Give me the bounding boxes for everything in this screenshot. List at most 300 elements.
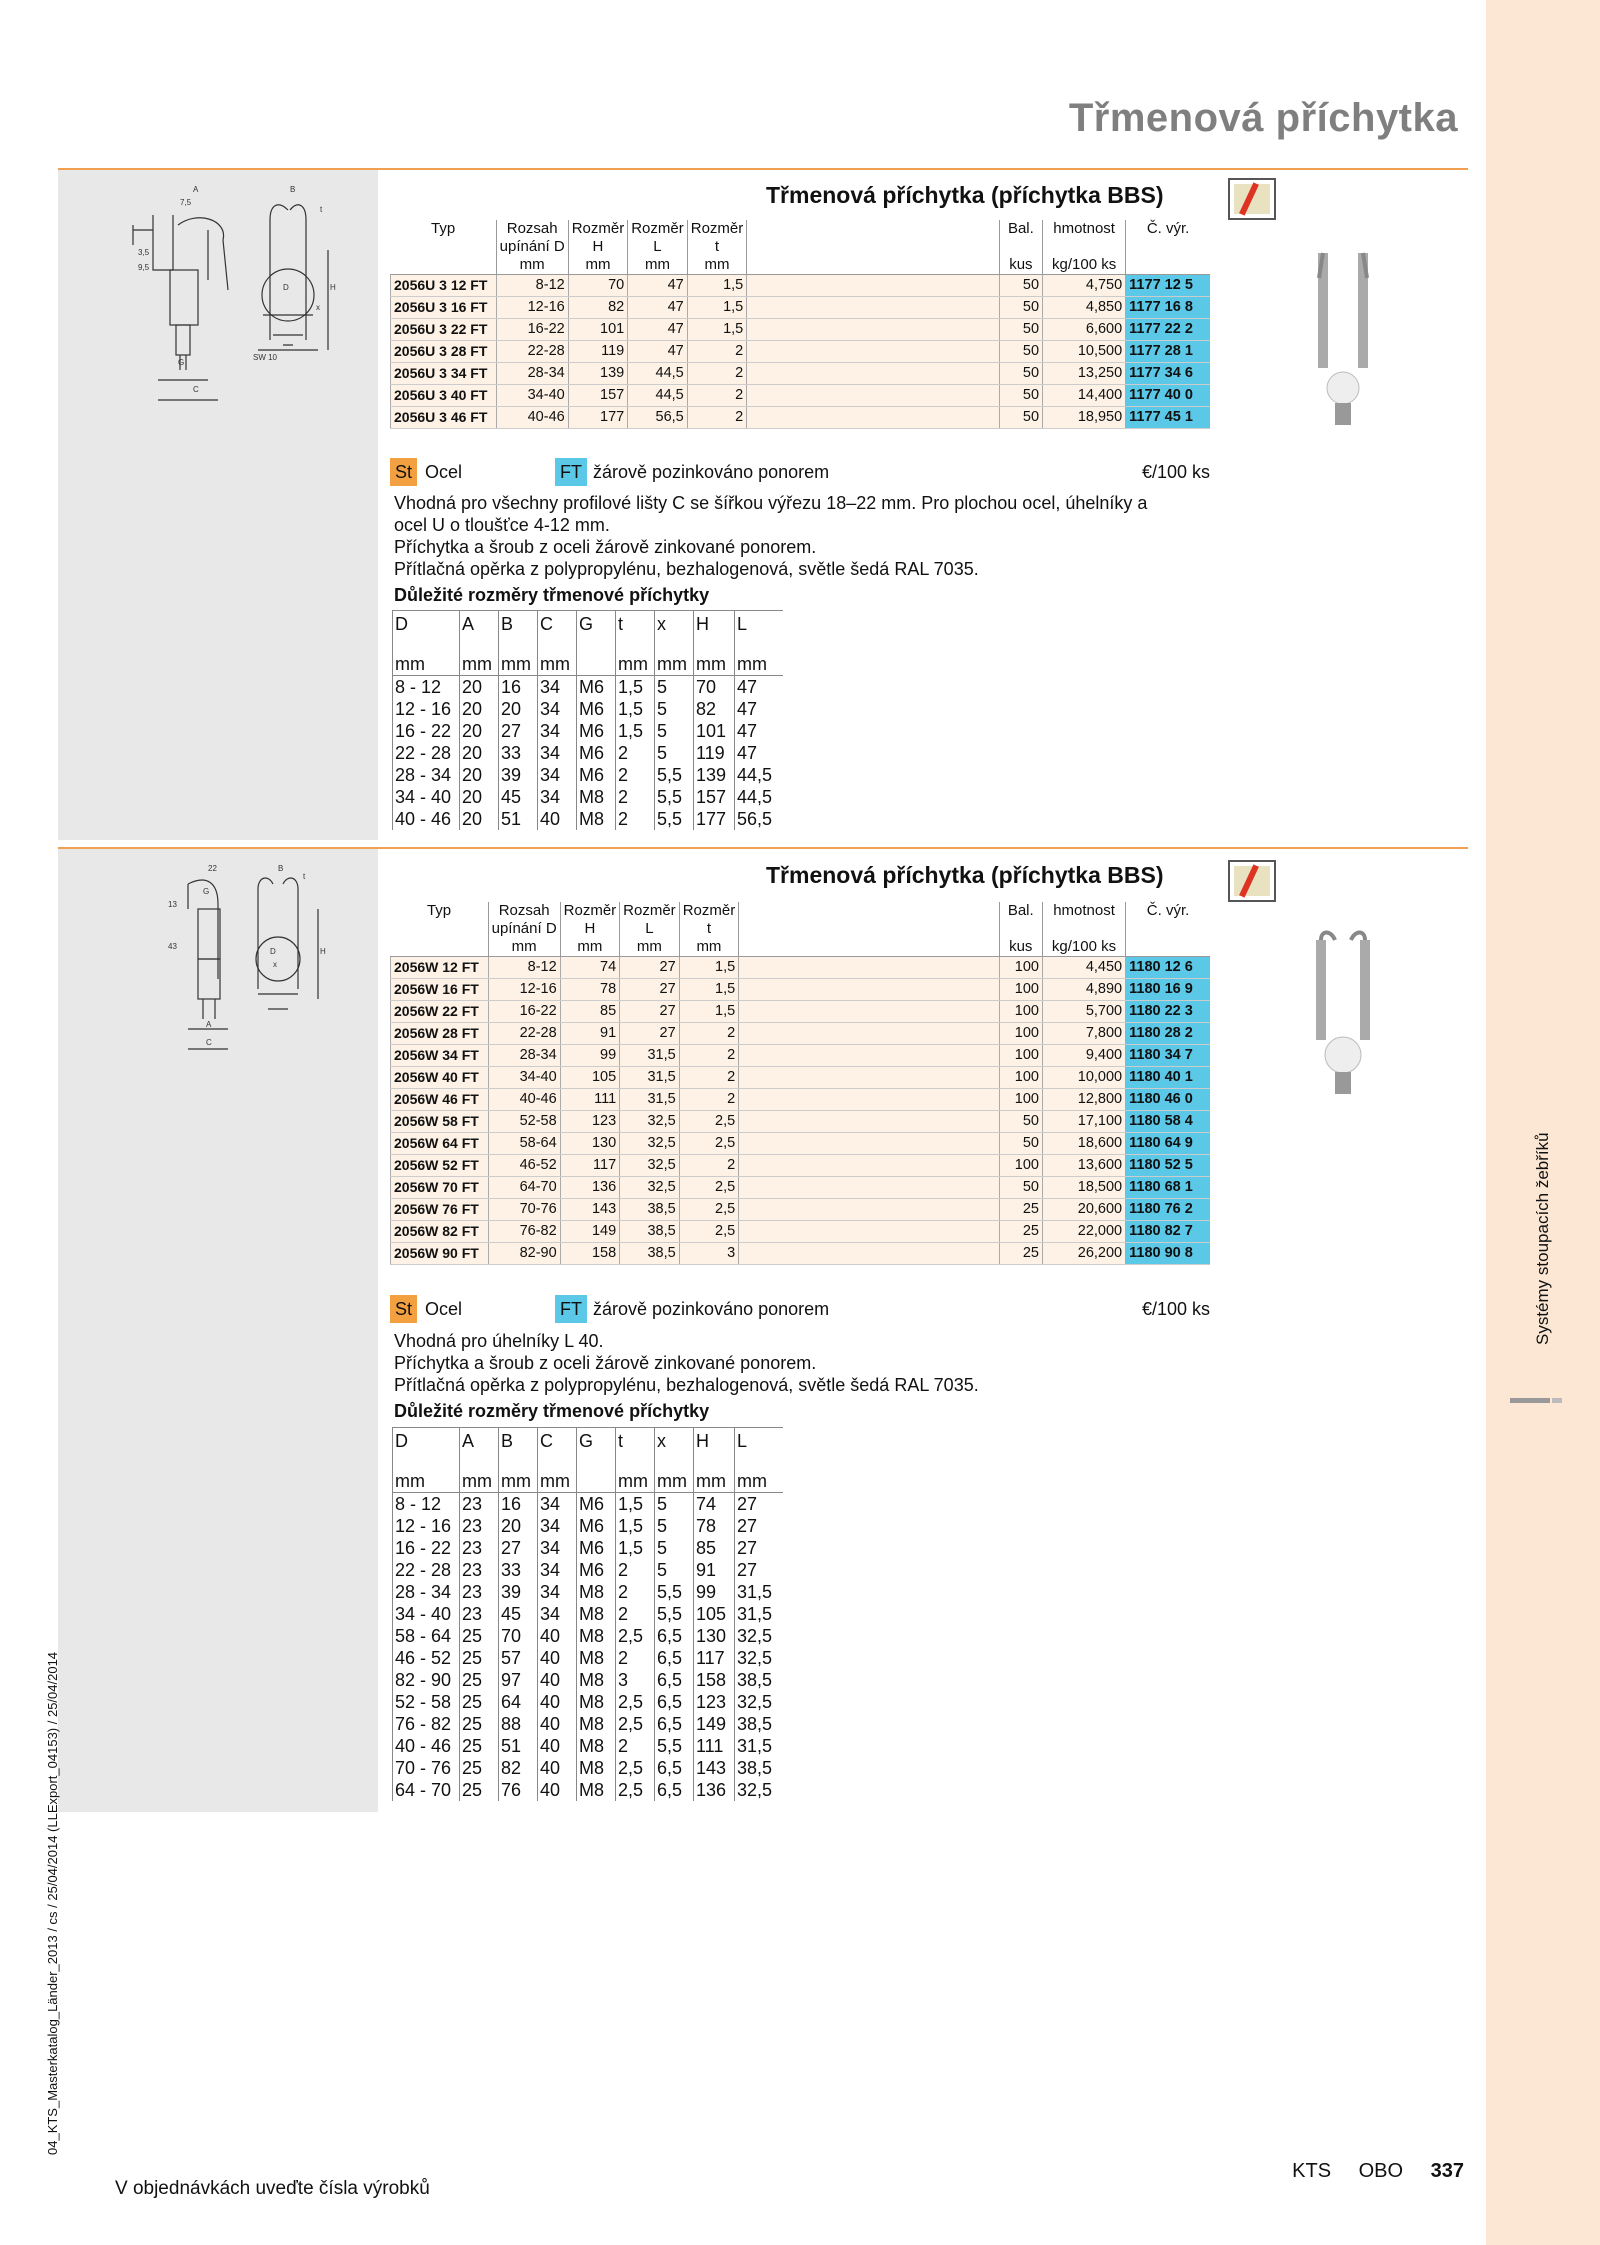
- dim-cell: 2,5: [616, 1713, 655, 1735]
- dim-cell: 31,5: [735, 1581, 784, 1603]
- dim-cell: 20: [499, 698, 538, 720]
- product-type: 2056W 58 FT: [391, 1111, 489, 1133]
- vertical-footnote: 04_KTS_Masterkatalog_Länder_2013 / cs / 25/04/2014 (LLExport_04153) / 25/04/2014: [45, 1651, 60, 2155]
- dim-unit: mm: [616, 653, 655, 676]
- drawing1-label-sw: SW 10: [253, 353, 278, 362]
- header-cvyr: Č. výr.: [1126, 902, 1210, 938]
- dim-cell: 99: [694, 1581, 735, 1603]
- pack-qty: 100: [999, 957, 1042, 979]
- desc-line: ocel U o tloušťce 4-12 mm.: [394, 515, 610, 535]
- dim-cell: 28 - 34: [393, 764, 460, 786]
- dim-cell: 32,5: [735, 1779, 784, 1801]
- drawing1-label-a: A: [193, 185, 199, 194]
- drawing2-label-c: C: [206, 1038, 212, 1047]
- unit-l: mm: [620, 938, 680, 957]
- row-spacer: [747, 341, 999, 363]
- dim-unit: mm: [655, 1470, 694, 1493]
- dimension-t: 2: [679, 1023, 739, 1045]
- unit-hmotnost: kg/100 ks: [1043, 256, 1126, 275]
- weight: 4,850: [1043, 297, 1126, 319]
- product-row: [391, 979, 1211, 1001]
- pack-qty: 25: [999, 1221, 1042, 1243]
- unit-h: mm: [560, 938, 620, 957]
- dim-cell: 34 - 40: [393, 1603, 460, 1625]
- dimension-h: 139: [568, 363, 628, 385]
- material-text: Ocel: [425, 462, 463, 482]
- pack-qty: 50: [999, 341, 1042, 363]
- dim-unit: mm: [694, 653, 735, 676]
- section2-title: Třmenová příchytka (příchytka BBS): [766, 862, 1164, 888]
- clamp-range: 12-16: [488, 979, 560, 1001]
- dimension-t: 2,5: [679, 1133, 739, 1155]
- clamp-range: 12-16: [496, 297, 568, 319]
- pack-qty: 50: [999, 297, 1042, 319]
- unit-t: mm: [679, 938, 739, 957]
- article-number: 1177 28 1: [1126, 341, 1210, 363]
- dim-cell: 2,5: [616, 1691, 655, 1713]
- dim-cell: M8: [577, 1757, 616, 1779]
- dim-unit: mm: [735, 1470, 784, 1493]
- dim-cell: 76: [499, 1779, 538, 1801]
- dim-cell: 23: [460, 1603, 499, 1625]
- dim-cell: 23: [460, 1537, 499, 1559]
- product-type: 2056U 3 22 FT: [391, 319, 497, 341]
- product-row: [391, 1023, 1211, 1045]
- dim-cell: 23: [460, 1559, 499, 1581]
- row-spacer: [739, 1243, 999, 1265]
- clamp-range: 22-28: [488, 1023, 560, 1045]
- dim-cell: M8: [577, 1713, 616, 1735]
- product-row: [391, 363, 1211, 385]
- drawing1-label-d: D: [283, 283, 289, 292]
- row-spacer: [739, 979, 999, 1001]
- dim-cell: 97: [499, 1669, 538, 1691]
- clamp-range: 22-28: [496, 341, 568, 363]
- dim-cell: 40: [538, 1713, 577, 1735]
- dim-cell: M8: [577, 1625, 616, 1647]
- pack-qty: 100: [999, 1001, 1042, 1023]
- side-category-label: Systémy stoupacích žebříků: [1533, 1132, 1552, 1345]
- dim-cell: 47: [735, 698, 784, 720]
- pack-qty: 50: [999, 1133, 1042, 1155]
- dim-header: x: [655, 611, 694, 654]
- dim-cell: 39: [499, 1581, 538, 1603]
- dimension-t: 3: [679, 1243, 739, 1265]
- pack-qty: 50: [999, 319, 1042, 341]
- section2-description: [394, 1330, 1234, 1396]
- dimension-t: 2,5: [679, 1111, 739, 1133]
- row-spacer: [739, 1111, 999, 1133]
- product-type: 2056W 82 FT: [391, 1221, 489, 1243]
- product-row: [391, 319, 1211, 341]
- dimension-t: 2: [687, 385, 747, 407]
- drawing1-label-dim1: 7,5: [180, 198, 192, 207]
- section1-dim-title: Důležité rozměry třmenové příchytky: [394, 585, 710, 605]
- dimension-l: 27: [620, 1001, 680, 1023]
- dim-cell: M8: [577, 1691, 616, 1713]
- dim-cell: 40: [538, 1691, 577, 1713]
- drawing2-label-t: t: [303, 872, 306, 881]
- dimension-t: 2: [687, 363, 747, 385]
- product-row: [391, 1067, 1211, 1089]
- dim-cell: M8: [577, 808, 616, 830]
- dim-cell: 34: [538, 1603, 577, 1625]
- unit-l: mm: [628, 256, 688, 275]
- dim-cell: 25: [460, 1757, 499, 1779]
- article-number: 1180 90 8: [1126, 1243, 1210, 1265]
- drawing2-label-d: D: [270, 947, 276, 956]
- drawing2-label-g: G: [203, 887, 210, 896]
- dim-cell: 34: [538, 676, 577, 699]
- dim-cell: 28 - 34: [393, 1581, 460, 1603]
- row-spacer: [747, 363, 999, 385]
- dimension-l: 32,5: [620, 1155, 680, 1177]
- section1-label-icon: [1228, 178, 1276, 220]
- clamp-range: 70-76: [488, 1199, 560, 1221]
- weight: 10,500: [1043, 341, 1126, 363]
- dim-cell: M6: [577, 676, 616, 699]
- row-spacer: [747, 297, 999, 319]
- dim-row: [393, 808, 784, 830]
- dim-cell: 56,5: [735, 808, 784, 830]
- weight: 12,800: [1042, 1089, 1125, 1111]
- drawing2-label-a: A: [206, 1020, 212, 1029]
- dim-cell: 25: [460, 1647, 499, 1669]
- header-t: [679, 902, 739, 938]
- dim-cell: M6: [577, 1537, 616, 1559]
- dimension-t: 2: [679, 1089, 739, 1111]
- dim-row: [393, 720, 784, 742]
- page-title: Třmenová příchytka: [1068, 96, 1458, 140]
- dim-unit: mm: [460, 653, 499, 676]
- header-t-1: Rozměr: [682, 902, 736, 919]
- header-spacer: [739, 902, 999, 938]
- article-number: 1177 40 0: [1126, 385, 1210, 407]
- dim-cell: 117: [694, 1647, 735, 1669]
- weight: 18,600: [1042, 1133, 1125, 1155]
- dim-unit: mm: [460, 1470, 499, 1493]
- dim-header: t: [616, 1428, 655, 1471]
- weight: 7,800: [1042, 1023, 1125, 1045]
- weight: 4,450: [1042, 957, 1125, 979]
- product-row: [391, 407, 1211, 429]
- drawing2-label-h: H: [320, 947, 326, 956]
- header-typ: Typ: [426, 902, 452, 919]
- article-number: 1180 22 3: [1126, 1001, 1210, 1023]
- dim-cell: 5: [655, 1515, 694, 1537]
- article-number: 1180 34 7: [1126, 1045, 1210, 1067]
- drawing1-label-h: H: [330, 283, 336, 292]
- pack-qty: 25: [999, 1199, 1042, 1221]
- article-number: 1180 64 9: [1126, 1133, 1210, 1155]
- dim-header: C: [538, 611, 577, 654]
- dimension-l: 31,5: [620, 1067, 680, 1089]
- desc-line: Přítlačná opěrka z polypropylénu, bezhalogenová, světle šedá RAL 7035.: [394, 559, 979, 579]
- dim-cell: 12 - 16: [393, 698, 460, 720]
- section1-description: [394, 492, 1234, 580]
- unit-rozsah: mm: [496, 256, 568, 275]
- row-spacer: [739, 957, 999, 979]
- dim-cell: 6,5: [655, 1757, 694, 1779]
- dim-unit: mm: [538, 1470, 577, 1493]
- dim-row: [393, 1515, 784, 1537]
- dim-cell: 5,5: [655, 764, 694, 786]
- dim-cell: 34: [538, 764, 577, 786]
- row-spacer: [747, 407, 999, 429]
- dim-header: G: [577, 611, 616, 654]
- clamp-range: 76-82: [488, 1221, 560, 1243]
- dimension-t: 2,5: [679, 1221, 739, 1243]
- section2-dim-title: Důležité rozměry třmenové příchytky: [394, 1401, 710, 1421]
- dim-cell: 33: [499, 742, 538, 764]
- product-row: [391, 1243, 1211, 1265]
- dim-header: L: [735, 1428, 784, 1471]
- dim-cell: 40: [538, 808, 577, 830]
- pack-qty: 100: [999, 1155, 1042, 1177]
- weight: 10,000: [1042, 1067, 1125, 1089]
- header-t-1: Rozměr: [690, 220, 744, 237]
- row-spacer: [739, 1001, 999, 1023]
- dim-cell: 22 - 28: [393, 1559, 460, 1581]
- row-spacer: [739, 1089, 999, 1111]
- dimension-l: 31,5: [620, 1045, 680, 1067]
- header-bal: Bal.: [999, 220, 1042, 256]
- article-number: 1180 52 5: [1126, 1155, 1210, 1177]
- header-rozsah-1: Rozsah: [498, 902, 550, 919]
- dim-cell: 39: [499, 764, 538, 786]
- product-type: 2056W 12 FT: [391, 957, 489, 979]
- clamp-range: 16-22: [488, 1001, 560, 1023]
- pack-qty: 100: [999, 1045, 1042, 1067]
- dim-cell: 16: [499, 1493, 538, 1516]
- dim-cell: 139: [694, 764, 735, 786]
- dim-cell: 23: [460, 1581, 499, 1603]
- row-spacer: [747, 275, 999, 297]
- dim-cell: 74: [694, 1493, 735, 1516]
- dimension-h: 78: [560, 979, 620, 1001]
- header-t-2: t: [706, 920, 712, 937]
- product-row: [391, 1155, 1211, 1177]
- dim-cell: 1,5: [616, 698, 655, 720]
- dim-unit: mm: [393, 653, 460, 676]
- dim-cell: 40: [538, 1625, 577, 1647]
- dim-row: [393, 1581, 784, 1603]
- dimension-l: 32,5: [620, 1111, 680, 1133]
- header-hmotnost: hmotnost: [1043, 220, 1126, 256]
- dimension-t: 1,5: [679, 979, 739, 1001]
- weight: 4,890: [1042, 979, 1125, 1001]
- dim-cell: 40: [538, 1757, 577, 1779]
- dim-cell: 2: [616, 808, 655, 830]
- dim-row: [393, 1647, 784, 1669]
- weight: 14,400: [1043, 385, 1126, 407]
- dim-cell: 5,5: [655, 1603, 694, 1625]
- product-type: 2056W 64 FT: [391, 1133, 489, 1155]
- drawing1-label-dim3: 9,5: [138, 263, 150, 272]
- header-l-1: Rozměr: [623, 902, 676, 919]
- dimension-h: 119: [568, 341, 628, 363]
- dim-cell: 38,5: [735, 1713, 784, 1735]
- header-h-2: H: [592, 238, 604, 255]
- dim-cell: M6: [577, 1493, 616, 1516]
- dimension-l: 27: [620, 957, 680, 979]
- weight: 6,600: [1043, 319, 1126, 341]
- dim-row: [393, 1779, 784, 1801]
- finish-text: žárově pozinkováno ponorem: [593, 462, 830, 482]
- dim-cell: 6,5: [655, 1691, 694, 1713]
- dim-cell: M8: [577, 1603, 616, 1625]
- dim-cell: 34: [538, 1493, 577, 1516]
- desc-line: Příchytka a šroub z oceli žárově zinkované ponorem.: [394, 1353, 817, 1373]
- header-cvyr: Č. výr.: [1126, 220, 1210, 256]
- dim-cell: 76 - 82: [393, 1713, 460, 1735]
- dim-cell: 105: [694, 1603, 735, 1625]
- section1-technical-drawing: [58, 170, 378, 840]
- side-strip: [1486, 0, 1600, 2245]
- dim-cell: 1,5: [616, 1493, 655, 1516]
- dim-cell: 16 - 22: [393, 720, 460, 742]
- section1-table-body: [391, 275, 1211, 429]
- dimension-h: 117: [560, 1155, 620, 1177]
- article-number: 1177 12 5: [1126, 275, 1210, 297]
- clamp-range: 52-58: [488, 1111, 560, 1133]
- product-row: [391, 1045, 1211, 1067]
- drawing2-label-dim2: 13: [168, 900, 177, 909]
- dimension-h: 136: [560, 1177, 620, 1199]
- dim-cell: 40 - 46: [393, 1735, 460, 1757]
- dim-cell: 5: [655, 1493, 694, 1516]
- product-row: [391, 1177, 1211, 1199]
- dimension-l: 38,5: [620, 1199, 680, 1221]
- dimension-l: 38,5: [620, 1243, 680, 1265]
- row-spacer: [747, 319, 999, 341]
- dim-cell: 143: [694, 1757, 735, 1779]
- dim-cell: 51: [499, 808, 538, 830]
- dim-header: D: [393, 1428, 460, 1471]
- dim-cell: 25: [460, 1669, 499, 1691]
- weight: 5,700: [1042, 1001, 1125, 1023]
- header-hmotnost: hmotnost: [1042, 902, 1125, 938]
- dimension-l: 47: [628, 275, 688, 297]
- weight: 4,750: [1043, 275, 1126, 297]
- dimension-h: 91: [560, 1023, 620, 1045]
- product-type: 2056U 3 12 FT: [391, 275, 497, 297]
- dim-cell: 111: [694, 1735, 735, 1757]
- dim-unit: mm: [499, 653, 538, 676]
- dim-cell: 130: [694, 1625, 735, 1647]
- article-number: 1180 40 1: [1126, 1067, 1210, 1089]
- section2-legend: [390, 1295, 1210, 1323]
- dim-cell: 70 - 76: [393, 1757, 460, 1779]
- section2-drawing-panel: [58, 849, 378, 1812]
- dim-cell: 2,5: [616, 1625, 655, 1647]
- dim-row: [393, 1493, 784, 1516]
- dim-cell: 20: [460, 676, 499, 699]
- drawing1-label-x: x: [316, 303, 320, 312]
- dim-cell: 40: [538, 1779, 577, 1801]
- dim-cell: 6,5: [655, 1647, 694, 1669]
- dimension-l: 27: [620, 979, 680, 1001]
- dim-cell: 51: [499, 1735, 538, 1757]
- dimension-t: 2: [687, 341, 747, 363]
- product-type: 2056U 3 34 FT: [391, 363, 497, 385]
- dim-cell: 27: [499, 720, 538, 742]
- row-spacer: [739, 1155, 999, 1177]
- dim-header: t: [616, 611, 655, 654]
- clamp-range: 40-46: [488, 1089, 560, 1111]
- dim-cell: 34: [538, 1581, 577, 1603]
- header-l-1: Rozměr: [631, 220, 684, 237]
- dim-cell: 44,5: [735, 764, 784, 786]
- clamp-range: 82-90: [488, 1243, 560, 1265]
- dim-cell: 40: [538, 1647, 577, 1669]
- dim-cell: 47: [735, 676, 784, 699]
- dim-cell: 157: [694, 786, 735, 808]
- dim-header: L: [735, 611, 784, 654]
- dimension-h: 99: [560, 1045, 620, 1067]
- dim-cell: 2: [616, 742, 655, 764]
- header-rozsah: [488, 902, 560, 938]
- dim-cell: M8: [577, 1779, 616, 1801]
- desc-line: Vhodná pro úhelníky L 40.: [394, 1331, 604, 1351]
- dim-cell: 5: [655, 1559, 694, 1581]
- dim-row: [393, 1625, 784, 1647]
- header-l-2: L: [645, 920, 654, 937]
- header-h: [560, 902, 620, 938]
- weight: 9,400: [1042, 1045, 1125, 1067]
- dimension-h: 101: [568, 319, 628, 341]
- finish-code-ft: FT: [555, 1295, 587, 1323]
- product-row: [391, 1111, 1211, 1133]
- dim-cell: 16: [499, 676, 538, 699]
- dim-cell: 20: [460, 764, 499, 786]
- dim-cell: 82: [694, 698, 735, 720]
- dim-cell: 101: [694, 720, 735, 742]
- dim-cell: 177: [694, 808, 735, 830]
- dim-row: [393, 1735, 784, 1757]
- section1-product-table: [390, 220, 1210, 429]
- dim-cell: 1,5: [616, 676, 655, 699]
- pack-qty: 50: [999, 407, 1042, 429]
- row-spacer: [739, 1177, 999, 1199]
- section1-dimension-table: [392, 610, 783, 830]
- product-type: 2056W 46 FT: [391, 1089, 489, 1111]
- dim-cell: 123: [694, 1691, 735, 1713]
- dimension-t: 2: [679, 1067, 739, 1089]
- header-rozsah-2: upínání D: [491, 920, 557, 937]
- product-row: [391, 275, 1211, 297]
- dim-row: [393, 1691, 784, 1713]
- drawing2-label-b: B: [278, 864, 284, 873]
- dim-cell: 25: [460, 1625, 499, 1647]
- desc-line: Příchytka a šroub z oceli žárově zinkované ponorem.: [394, 537, 817, 557]
- dim-cell: 70: [694, 676, 735, 699]
- section2-product-table: [390, 902, 1210, 1265]
- row-spacer: [739, 1045, 999, 1067]
- header-rozsah-1: Rozsah: [506, 220, 558, 237]
- dim-header: H: [694, 611, 735, 654]
- header-l: [620, 902, 680, 938]
- dim-cell: 5: [655, 720, 694, 742]
- dim-cell: 8 - 12: [393, 676, 460, 699]
- dimension-h: 130: [560, 1133, 620, 1155]
- product-row: [391, 1221, 1211, 1243]
- dim-cell: 6,5: [655, 1625, 694, 1647]
- dim-unit: mm: [393, 1470, 460, 1493]
- dimension-t: 1,5: [687, 297, 747, 319]
- product-type: 2056W 40 FT: [391, 1067, 489, 1089]
- dim-cell: 5,5: [655, 1581, 694, 1603]
